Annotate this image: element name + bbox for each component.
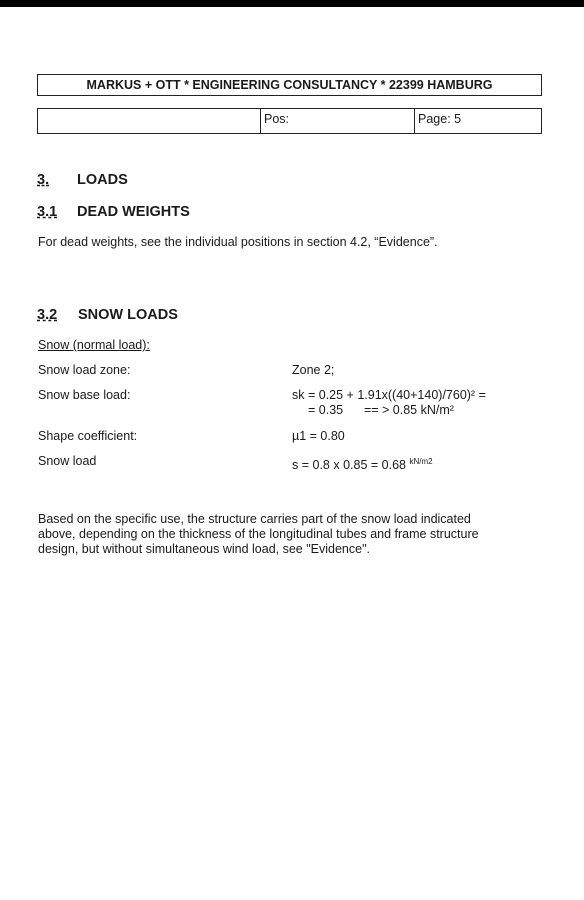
header-table [37,108,542,134]
section-3-2-number: 3.2 [37,307,58,323]
top-black-bar [0,0,584,7]
snow-row-value: s = 0.8 x 0.85 = 0.68 $^{kN/m2}$ [292,457,433,473]
section-3-1-number: 3.1 [37,204,58,220]
page-label: Page: 5 [418,112,462,126]
section-3-2-title: SNOW LOADS [78,307,178,323]
snow-paragraph-line: above, depending on the thickness of the longitudinal tubes and frame structure [38,527,479,541]
snow-row-label: Snow load zone: [38,363,131,377]
snow-row-value: Zone 2; [292,363,335,377]
snow-row-label: Snow base load: [38,388,131,402]
snow-row-label: Shape coefficient: [38,429,138,443]
section-3-title: LOADS [77,172,128,188]
snow-row-label: Snow load [38,454,97,468]
snow-load-unit: kN/m2 [409,457,433,466]
pos-label: Pos: [264,112,290,126]
snow-row-value: µ1 = 0.80 [292,429,345,443]
section-3-1-title: DEAD WEIGHTS [77,204,190,220]
dead-weights-text: For dead weights, see the individual positions in section 4.2, “Evidence”. [38,235,438,249]
header-divider [414,109,415,133]
company-header [37,74,542,96]
header-divider [260,109,261,133]
snow-row-value: sk = 0.25 + 1.91x((40+140)/760)² = [292,388,486,402]
company-line: MARKUS + OTT * ENGINEERING CONSULTANCY * 22399 HAMBURG [86,78,493,92]
snow-row-value-continued: = 0.35 == > 0.85 kN/m² [308,403,454,417]
snow-subheading: Snow (normal load): [38,338,150,352]
section-3-number: 3. [37,172,50,188]
snow-paragraph-line: Based on the specific use, the structure carries part of the snow load indicated [38,512,471,526]
snow-paragraph-line: design, but without simultaneous wind load, see "Evidence". [38,542,370,556]
